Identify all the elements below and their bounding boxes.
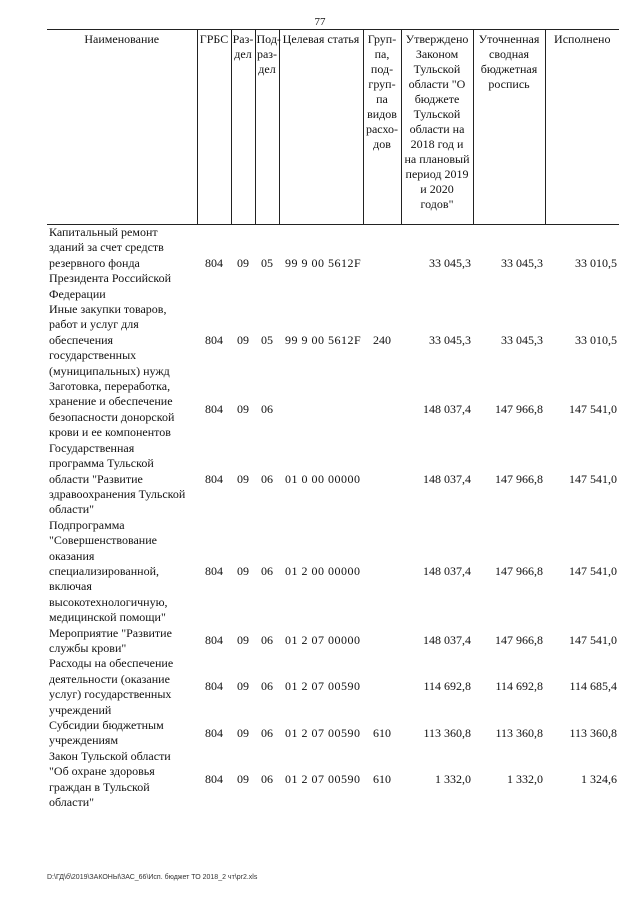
row-razdel: 09	[237, 771, 249, 786]
row-grbs: 804	[205, 471, 223, 486]
table-row	[47, 656, 619, 718]
row-refined: 147 966,8	[495, 402, 543, 417]
row-podrazdel: 06	[261, 679, 273, 694]
row-target-article	[279, 379, 363, 441]
row-expense-group	[363, 656, 401, 718]
header-approved: Утверждено Законом Тульской области "О бюджете Тульской области на 2018 год и на плановый период 2019 и 2020 годов"	[401, 30, 473, 225]
row-name: Закон Тульской области "Об охране здоровья граждан в Тульской области"	[49, 748, 171, 810]
row-target-article: 01 2 07 00590	[285, 725, 361, 740]
row-grbs: 804	[205, 725, 223, 740]
row-podrazdel: 06	[261, 725, 273, 740]
header-target-article: Целевая статья	[279, 30, 363, 225]
row-approved: 113 360,8	[423, 725, 471, 740]
table-row	[47, 749, 619, 811]
row-approved: 148 037,4	[423, 563, 471, 578]
row-grbs: 804	[205, 402, 223, 417]
row-grbs: 804	[205, 332, 223, 347]
row-razdel: 09	[237, 332, 249, 347]
table-header-row	[47, 30, 619, 225]
row-razdel: 09	[237, 402, 249, 417]
row-target-article: 01 2 07 00590	[285, 679, 361, 694]
row-razdel: 09	[237, 633, 249, 648]
row-razdel: 09	[237, 563, 249, 578]
row-grbs: 804	[205, 633, 223, 648]
footer-file-path: D:\ГД\б\2019\ЗАКОНЫ\ЗАС_66\Исп. бюджет ТО 2018_2 чт\pr2.xls	[47, 874, 258, 881]
row-target-article: 01 2 07 00590	[285, 771, 361, 786]
row-executed: 147 541,0	[569, 563, 617, 578]
header-executed: Исполнено	[545, 30, 619, 225]
row-expense-group: 610	[373, 725, 391, 740]
header-expense-group: Груп- па, под- груп- па видов расхо- дов	[363, 30, 401, 225]
row-name: Заготовка, переработка, хранение и обеспечение безопасности донорской крови и ее компонентов	[49, 379, 175, 440]
row-name: Субсидии бюджетным учреждениям	[49, 718, 164, 748]
header-refined: Уточненная сводная бюджетная роспись	[473, 30, 545, 225]
row-approved: 148 037,4	[423, 471, 471, 486]
budget-table	[47, 29, 619, 810]
row-expense-group	[363, 225, 401, 303]
row-name: Государственная программа Тульской области "Развитие здравоохранения Тульской области"	[49, 440, 186, 517]
row-refined: 33 045,3	[501, 332, 543, 347]
header-podrazdel: Под- раз- дел	[255, 30, 279, 225]
row-grbs: 804	[205, 771, 223, 786]
row-executed: 1 324,6	[581, 771, 617, 786]
row-expense-group	[363, 518, 401, 626]
row-grbs: 804	[205, 255, 223, 270]
row-podrazdel: 05	[261, 255, 273, 270]
row-target-article: 99 9 00 5612F	[285, 255, 362, 270]
row-grbs: 804	[205, 679, 223, 694]
row-name: Капитальный ремонт зданий за счет средств резервного фонда Президента Российской Федерации	[49, 225, 172, 301]
table-row	[47, 718, 619, 749]
row-razdel: 09	[237, 679, 249, 694]
row-expense-group: 240	[373, 332, 391, 347]
table-row	[47, 441, 619, 518]
row-expense-group	[363, 441, 401, 518]
row-approved: 33 045,3	[429, 332, 471, 347]
table-row	[47, 626, 619, 657]
page-number: 77	[314, 16, 326, 28]
row-executed: 147 541,0	[569, 471, 617, 486]
row-target-article: 01 2 00 00000	[285, 563, 361, 578]
row-target-article: 99 9 00 5612F	[285, 332, 362, 347]
row-approved: 33 045,3	[429, 255, 471, 270]
header-razdel: Раз- дел	[231, 30, 255, 225]
row-refined: 113 360,8	[495, 725, 543, 740]
header-name: Наименование	[47, 30, 197, 225]
row-executed: 113 360,8	[569, 725, 617, 740]
row-podrazdel: 06	[261, 471, 273, 486]
row-expense-group	[363, 379, 401, 441]
table-row	[47, 302, 619, 379]
row-razdel: 09	[237, 725, 249, 740]
table-row	[47, 225, 619, 303]
row-executed: 33 010,5	[575, 332, 617, 347]
row-executed: 114 685,4	[569, 679, 617, 694]
row-name: Иные закупки товаров, работ и услуг для обеспечения государственных (муниципальных) нужд	[49, 302, 170, 378]
row-approved: 148 037,4	[423, 402, 471, 417]
row-target-article: 01 2 07 00000	[285, 633, 361, 648]
row-refined: 147 966,8	[495, 471, 543, 486]
row-executed: 147 541,0	[569, 402, 617, 417]
row-executed: 147 541,0	[569, 633, 617, 648]
row-expense-group: 610	[373, 771, 391, 786]
row-refined: 147 966,8	[495, 633, 543, 648]
row-name: Мероприятие "Развитие службы крови"	[49, 625, 172, 655]
row-expense-group	[363, 626, 401, 657]
row-podrazdel: 06	[261, 402, 273, 417]
row-razdel: 09	[237, 255, 249, 270]
table-row	[47, 379, 619, 441]
row-podrazdel: 06	[261, 563, 273, 578]
row-podrazdel: 06	[261, 633, 273, 648]
row-approved: 114 692,8	[423, 679, 471, 694]
row-refined: 114 692,8	[495, 679, 543, 694]
row-refined: 33 045,3	[501, 255, 543, 270]
row-grbs: 804	[205, 563, 223, 578]
row-podrazdel: 05	[261, 332, 273, 347]
row-refined: 1 332,0	[507, 771, 543, 786]
row-approved: 148 037,4	[423, 633, 471, 648]
row-razdel: 09	[237, 471, 249, 486]
table-row	[47, 518, 619, 626]
row-podrazdel: 06	[261, 771, 273, 786]
header-grbs: ГРБС	[197, 30, 231, 225]
row-refined: 147 966,8	[495, 563, 543, 578]
row-executed: 33 010,5	[575, 255, 617, 270]
row-approved: 1 332,0	[435, 771, 471, 786]
row-target-article: 01 0 00 00000	[285, 471, 361, 486]
row-name: Подпрограмма "Совершенствование оказания специализированной, включая высокотехнологичную, медицинской помощи"	[49, 517, 168, 625]
budget-table-sheet	[47, 29, 619, 810]
row-name: Расходы на обеспечение деятельности (оказание услуг) государственных учреждений	[49, 656, 174, 717]
